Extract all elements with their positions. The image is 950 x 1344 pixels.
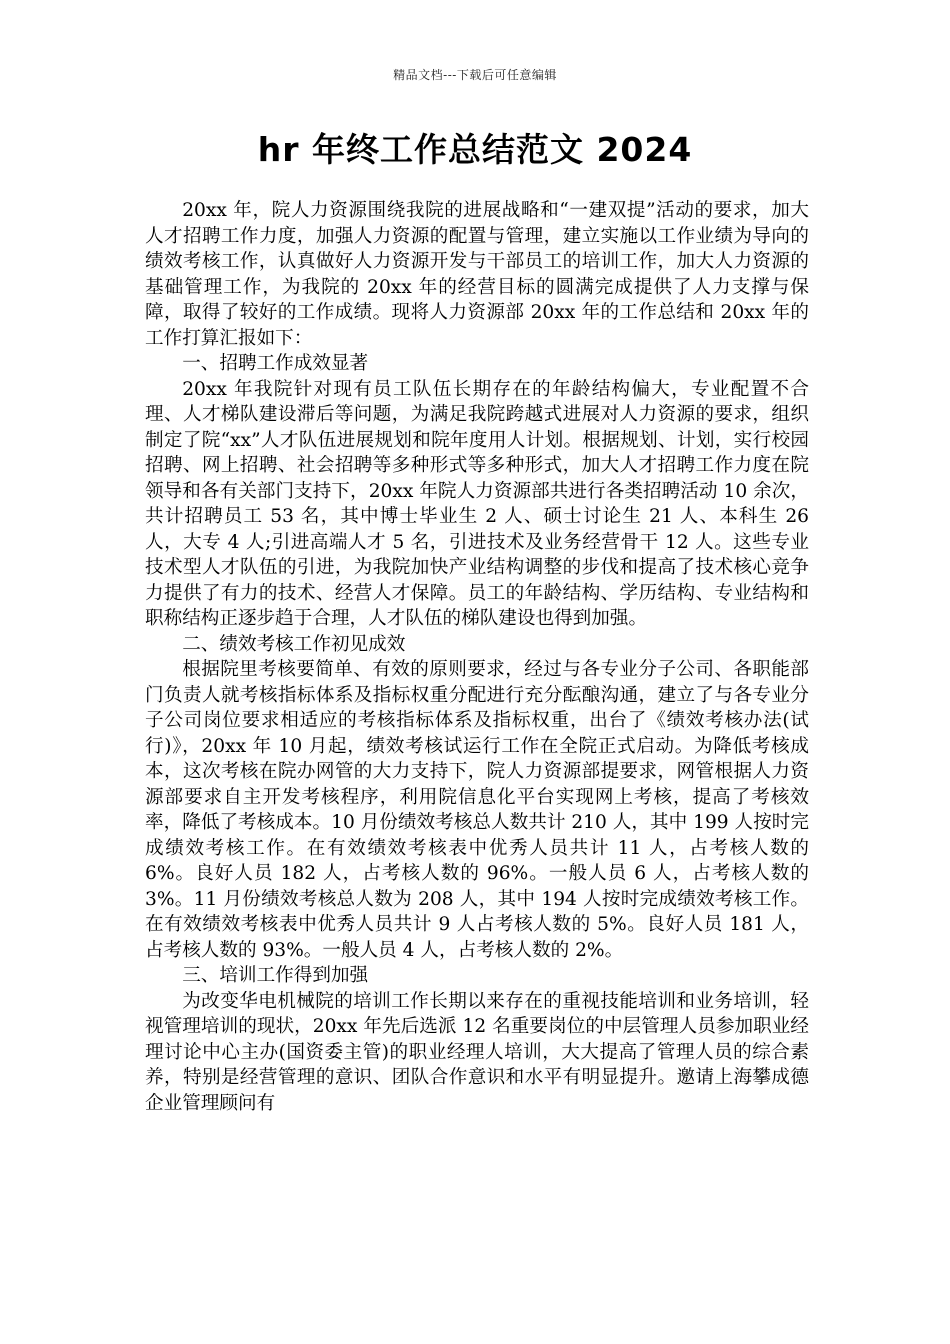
header-note: 精品文档---下载后可任意编辑	[393, 68, 557, 82]
section-heading-training: 三、培训工作得到加强	[182, 965, 369, 986]
paragraph-performance: 根据院里考核要简单、有效的原则要求，经过与各专业分子公司、各职能部门负责人就考核指标体系及指标权重分配进行充分酝酿沟通，建立了与各专业分子公司岗位要求相适应的考核指标体系及指标权重，出台了《绩效考核办法(试行)》，20xx 年 10 月起，绩效考核试运行工作在全院正式启动。为降低考核成本，这次考核在院办网管的大力支持下，院人力资源部提要求，网管根据人力资源部要求自主开发考核程序，利用院信息化平台实现网上考核，提高了考核效率，降低了考核成本。10 月份绩效考核总人数共计 210 人，其中 199 人按时完成绩效考核工作。在有效绩效考核表中优秀人员共计 11 人，占考核人数的 6%。良好人员 182 人，占考核人数的 96%。一般人员 6 人，占考核人数的 3%。11 月份绩效考核总人数为 208 人，其中 194 人按时完成绩效考核工作。在有效绩效考核表中优秀人员共计 9 人占考核人数的 5%。良好人员 181 人，占考核人数的 93%。一般人员 4 人，占考核人数的 2%。	[145, 659, 809, 961]
paragraph-intro: 20xx 年，院人力资源围绕我院的进展战略和“一建双提”活动的要求，加大人才招聘工作力度，加强人力资源的配置与管理，建立实施以工作业绩为导向的绩效考核工作，认真做好人力资源开发与干部员工的培训工作，加大人力资源的基础管理工作，为我院的 20xx 年的经营目标的圆满完成提供了人力支撑与保障，取得了较好的工作成绩。现将人力资源部 20xx 年的工作总结和 20xx 年的工作打算汇报如下：	[145, 200, 809, 349]
paragraph-recruitment: 20xx 年我院针对现有员工队伍长期存在的年龄结构偏大，专业配置不合理、人才梯队建设滞后等问题，为满足我院跨越式进展对人力资源的要求，组织制定了院“xx”人才队伍进展规划和院年度用人计划。根据规划、计划，实行校园招聘、网上招聘、社会招聘等多种形式等多种形式，加大人才招聘工作力度在院领导和各有关部门支持下，20xx 年院人力资源部共进行各类招聘活动 10 余次，共计招聘员工 53 名，其中博士毕业生 2 人、硕士讨论生 21 人、本科生 26 人，大专 4 人;引进高端人才 5 名，引进技术及业务经营骨干 12 人。这些专业技术型人才队伍的引进，为我院加快产业结构调整的步伐和提高了技术核心竞争力提供了有力的技术、经营人才保障。员工的年龄结构、学历结构、专业结构和职称结构正逐步趋于合理，人才队伍的梯队建设也得到加强。	[145, 378, 809, 629]
section-heading-performance: 二、绩效考核工作初见成效	[182, 633, 406, 655]
section-heading-recruitment: 一、招聘工作成效显著	[182, 353, 369, 374]
paragraph-training: 为改变华电机械院的培训工作长期以来存在的重视技能培训和业务培训，轻视管理培训的现状，20xx 年先后选派 12 名重要岗位的中层管理人员参加职业经理讨论中心主办(国资委主管)的职业经理人培训，大大提高了管理人员的综合素养，特别是经营管理的意识、团队合作意识和水平有明显提升。邀请上海攀成德企业管理顾问有	[145, 990, 809, 1114]
document-body	[145, 198, 809, 1116]
document-title: hr 年终工作总结范文 2024	[257, 130, 693, 169]
